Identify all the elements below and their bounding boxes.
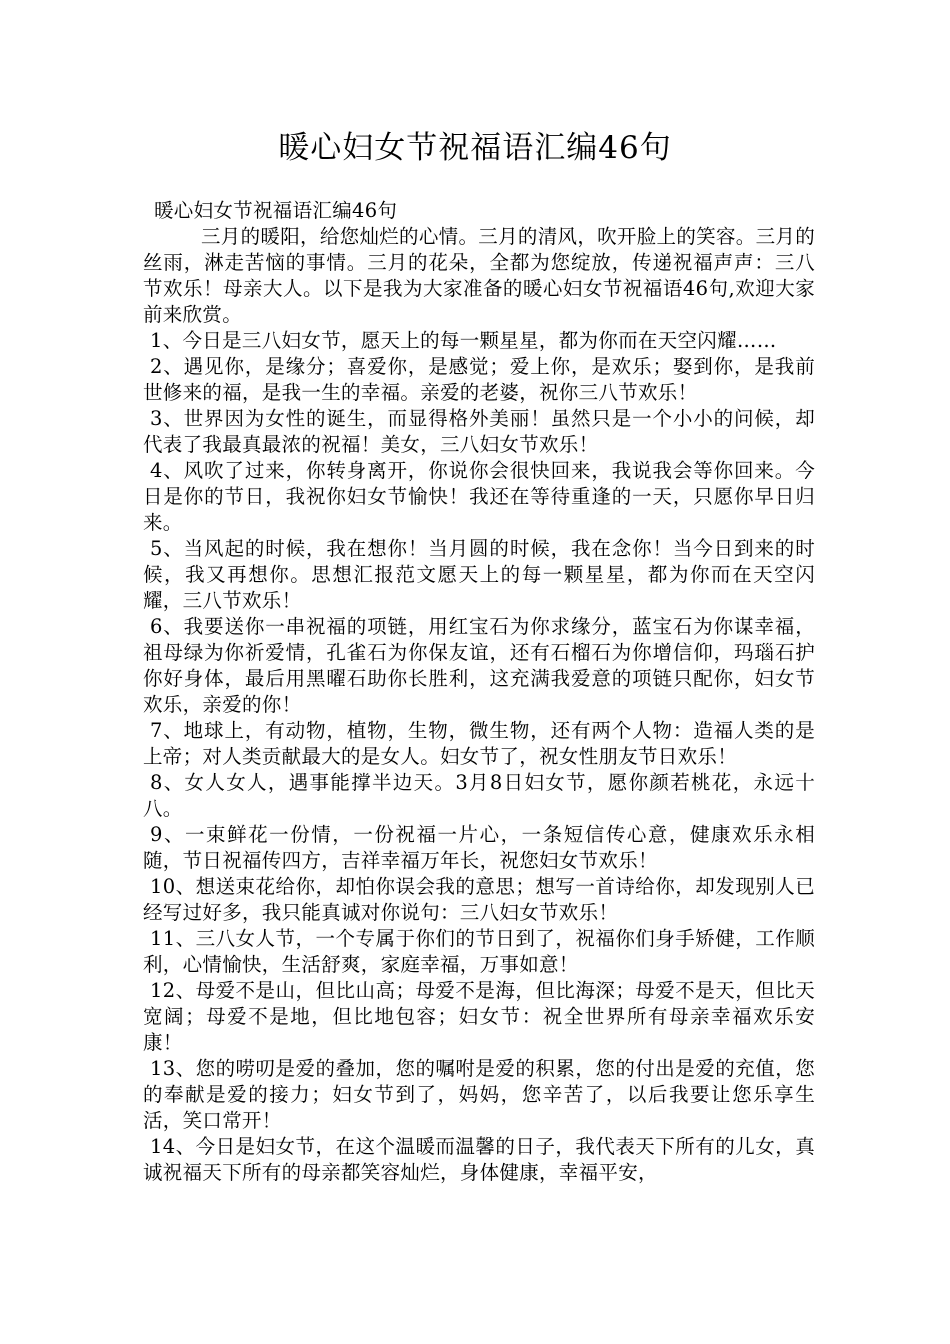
greeting-item: 11、三八女人节，一个专属于你们的节日到了，祝福你们身手矫健，工作顺利，心情愉快，生活舒爽，家庭幸福，万事如意！ bbox=[143, 927, 815, 976]
greeting-list bbox=[143, 328, 815, 1186]
greeting-item: 2、遇见你，是缘分；喜爱你，是感觉；爱上你，是欢乐；娶到你，是我前世修来的福，是我一生的幸福。亲爱的老婆，祝你三八节欢乐！ bbox=[143, 355, 815, 404]
greeting-item: 10、想送束花给你，却怕你误会我的意思；想写一首诗给你，却发现别人已经写过好多，我只能真诚对你说句：三八妇女节欢乐！ bbox=[143, 875, 815, 924]
document-body bbox=[143, 198, 815, 1186]
document-title: 暖心妇女节祝福语汇编46句 bbox=[278, 130, 672, 166]
greeting-item: 14、今日是妇女节，在这个温暖而温馨的日子，我代表天下所有的儿女，真诚祝福天下所有的母亲都笑容灿烂，身体健康，幸福平安， bbox=[143, 1135, 815, 1184]
greeting-item: 8、女人女人，遇事能撑半边天。3月8日妇女节，愿你颜若桃花，永远十八。 bbox=[143, 771, 815, 820]
greeting-item: 9、一束鲜花一份情，一份祝福一片心，一条短信传心意，健康欢乐永相随，节日祝福传四方，吉祥幸福万年长，祝您妇女节欢乐！ bbox=[143, 823, 815, 872]
greeting-item: 1、今日是三八妇女节，愿天上的每一颗星星，都为你而在天空闪耀…… bbox=[150, 329, 777, 352]
greeting-item: 5、当风起的时候，我在想你！当月圆的时候，我在念你！当今日到来的时候，我又再想你。思想汇报范文愿天上的每一颗星星，都为你而在天空闪耀，三八节欢乐！ bbox=[143, 537, 815, 612]
document-subtitle: 暖心妇女节祝福语汇编46句 bbox=[154, 199, 398, 222]
intro-paragraph: 三月的暖阳，给您灿烂的心情。三月的清风，吹开脸上的笑容。三月的丝雨，淋走苦恼的事情。三月的花朵，全都为您绽放，传递祝福声声：三八节欢乐！母亲大人。以下是我为大家准备的暖心妇女节祝福语46句,欢迎大家前来欣赏。 bbox=[143, 225, 815, 326]
greeting-item: 7、地球上，有动物，植物，生物，微生物，还有两个人物：造福人类的是上帝；对人类贡献最大的是女人。妇女节了，祝女性朋友节日欢乐！ bbox=[143, 719, 815, 768]
greeting-item: 3、世界因为女性的诞生，而显得格外美丽！虽然只是一个小小的问候，却代表了我最真最浓的祝福！美女，三八妇女节欢乐！ bbox=[143, 407, 815, 456]
greeting-item: 12、母爱不是山，但比山高；母爱不是海，但比海深；母爱不是天，但比天宽阔；母爱不是地，但比地包容；妇女节：祝全世界所有母亲幸福欢乐安康！ bbox=[143, 979, 815, 1054]
greeting-item: 6、我要送你一串祝福的项链，用红宝石为你求缘分，蓝宝石为你谋幸福，祖母绿为你祈爱情，孔雀石为你保友谊，还有石榴石为你增信仰，玛瑙石护你好身体，最后用黑曜石助你长胜利，这充满我爱意的项链只配你，妇女节欢乐，亲爱的你！ bbox=[143, 615, 815, 716]
greeting-item: 13、您的唠叨是爱的叠加，您的嘱咐是爱的积累，您的付出是爱的充值，您的奉献是爱的接力；妇女节到了，妈妈，您辛苦了，以后我要让您乐享生活，笑口常开！ bbox=[143, 1057, 815, 1132]
greeting-item: 4、风吹了过来，你转身离开，你说你会很快回来，我说我会等你回来。今日是你的节日，我祝你妇女节愉快！我还在等待重逢的一天，只愿你早日归来。 bbox=[143, 459, 815, 534]
